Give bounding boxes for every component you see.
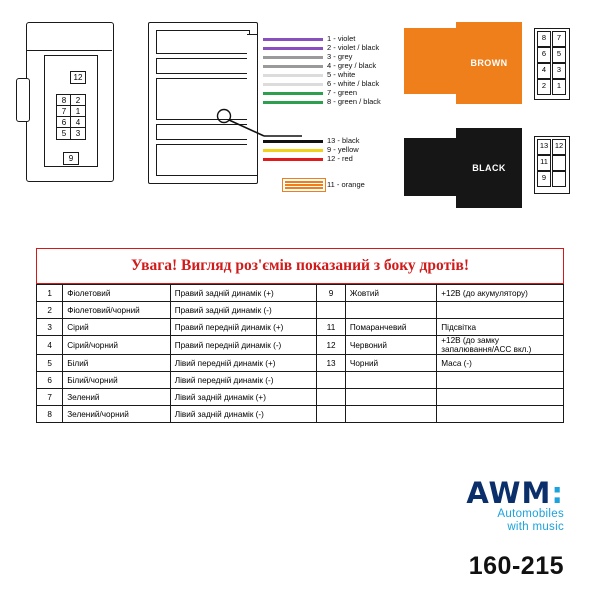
wire-13-black <box>263 140 323 143</box>
wire-2-violet-black <box>263 47 323 50</box>
pin-8: 8 <box>56 94 72 107</box>
cell-color2: Червоний <box>345 336 436 355</box>
wire-label-5: 5 - white <box>327 70 356 79</box>
table-row <box>37 336 564 355</box>
wire-label-9: 9 - yellow <box>327 145 359 154</box>
brown-cell-4: 4 <box>537 63 551 79</box>
brown-connector-block: BROWN <box>456 22 522 104</box>
orange-connector-shell <box>282 178 326 192</box>
tagline-line-2: with music <box>507 521 564 533</box>
cell-num2 <box>317 389 346 406</box>
cell-color2 <box>345 389 436 406</box>
pin-1: 1 <box>70 105 86 118</box>
left-connector-latch <box>16 78 30 122</box>
brand-logo <box>466 478 564 534</box>
wire-8-green-black <box>263 101 323 104</box>
cell-function: Правий передній динамік (+) <box>170 319 316 336</box>
cell-num: 2 <box>37 302 63 319</box>
cell-function: Лівий передній динамік (+) <box>170 355 316 372</box>
table-row <box>37 406 564 423</box>
cell-num: 7 <box>37 389 63 406</box>
middle-connector-edge <box>247 34 258 176</box>
wire-1-violet <box>263 38 323 41</box>
wire-9-yellow <box>263 149 323 152</box>
cell-function2 <box>437 372 564 389</box>
wiring-diagram <box>0 0 600 230</box>
cell-num2: 11 <box>317 319 346 336</box>
black-cell-12: 12 <box>552 139 566 155</box>
cell-num: 3 <box>37 319 63 336</box>
ground-ring-terminal-icon <box>216 108 306 144</box>
table-row <box>37 355 564 372</box>
cell-color2: Жовтий <box>345 285 436 302</box>
cell-num2 <box>317 302 346 319</box>
table-row <box>37 372 564 389</box>
product-code: 160-215 <box>468 552 564 580</box>
pinout-table <box>36 284 564 423</box>
cell-color: Зелений <box>63 389 170 406</box>
pin-2: 2 <box>70 94 86 107</box>
cell-num2: 12 <box>317 336 346 355</box>
cell-function2 <box>437 302 564 319</box>
pin-7: 7 <box>56 105 72 118</box>
wire-label-8: 8 - green / black <box>327 97 381 106</box>
warning-banner <box>36 248 564 284</box>
cell-color: Сірий/чорний <box>63 336 170 355</box>
wire-label-13: 13 - black <box>327 136 360 145</box>
cell-function: Лівий задній динамік (-) <box>170 406 316 423</box>
black-connector-block: BLACK <box>456 128 522 208</box>
wire-label-12: 12 - red <box>327 154 353 163</box>
black-cell-9: 9 <box>537 171 551 187</box>
brown-connector-tab <box>404 28 456 94</box>
cell-function: Лівий передній динамік (-) <box>170 372 316 389</box>
wire-label-6: 6 - white / black <box>327 79 380 88</box>
cell-function: Лівий задній динамік (+) <box>170 389 316 406</box>
pin-4: 4 <box>70 116 86 129</box>
wire-6-white-black <box>263 83 323 86</box>
pin-9: 9 <box>63 152 79 165</box>
logo-wordmark <box>466 478 564 508</box>
cell-color2 <box>345 372 436 389</box>
logo-colon: : <box>551 476 564 510</box>
cell-color: Білий <box>63 355 170 372</box>
cell-function2 <box>437 389 564 406</box>
cell-function: Правий передній динамік (-) <box>170 336 316 355</box>
wire-label-1: 1 - violet <box>327 34 356 43</box>
wire-7-green <box>263 92 323 95</box>
cell-color2: Помаранчевий <box>345 319 436 336</box>
table-row <box>37 302 564 319</box>
cell-num2: 13 <box>317 355 346 372</box>
wire-5-white <box>263 74 323 77</box>
brown-cell-8: 8 <box>537 31 551 47</box>
cell-function2: Маса (-) <box>437 355 564 372</box>
cell-function2: +12В (до замку запалювання/ACC вкл.) <box>437 336 564 355</box>
cell-function: Правий задній динамік (-) <box>170 302 316 319</box>
wire-3-grey <box>263 56 323 59</box>
left-connector-tab <box>26 34 112 51</box>
cell-color: Фіолетовий/чорний <box>63 302 170 319</box>
pin-12: 12 <box>70 71 86 84</box>
black-cell-13: 13 <box>537 139 551 155</box>
cell-num: 1 <box>37 285 63 302</box>
wire-label-3: 3 - grey <box>327 52 353 61</box>
brown-cell-5: 5 <box>552 47 566 63</box>
brown-cell-3: 3 <box>552 63 566 79</box>
middle-connector-slot-bottom <box>156 144 250 176</box>
middle-connector-slot-2 <box>156 58 250 74</box>
brown-cell-1: 1 <box>552 79 566 95</box>
cell-num2 <box>317 372 346 389</box>
cell-num: 4 <box>37 336 63 355</box>
black-cell-empty <box>552 171 566 187</box>
cell-function2: Підсвітка <box>437 319 564 336</box>
pin-6: 6 <box>56 116 72 129</box>
black-cell-11: 11 <box>537 155 551 171</box>
table-row <box>37 319 564 336</box>
wire-label-11: 11 - orange <box>327 180 365 189</box>
cell-num2: 9 <box>317 285 346 302</box>
table-row <box>37 285 564 302</box>
cell-color: Білий/чорний <box>63 372 170 389</box>
cell-color: Сірий <box>63 319 170 336</box>
middle-connector-slot-top <box>156 30 250 54</box>
cell-num: 6 <box>37 372 63 389</box>
black-connector-tab <box>404 138 456 196</box>
black-cell-10 <box>552 155 566 171</box>
table-row <box>37 389 564 406</box>
wire-label-2: 2 - violet / black <box>327 43 380 52</box>
cell-color2: Чорний <box>345 355 436 372</box>
wire-4-grey-black <box>263 65 323 68</box>
cell-color2 <box>345 406 436 423</box>
pin-5: 5 <box>56 127 72 140</box>
cell-num: 8 <box>37 406 63 423</box>
cell-function: Правий задній динамік (+) <box>170 285 316 302</box>
brown-cell-2: 2 <box>537 79 551 95</box>
cell-color: Фіолетовий <box>63 285 170 302</box>
cell-num: 5 <box>37 355 63 372</box>
cell-num2 <box>317 406 346 423</box>
pin-3: 3 <box>70 127 86 140</box>
cell-function2 <box>437 406 564 423</box>
cell-color2 <box>345 302 436 319</box>
brown-cell-6: 6 <box>537 47 551 63</box>
wire-12-red <box>263 158 323 161</box>
cell-function2: +12В (до акумулятору) <box>437 285 564 302</box>
warning-text: Увага! Вигляд роз'ємів показаний з боку дротів! <box>130 257 470 274</box>
brown-cell-7: 7 <box>552 31 566 47</box>
tagline-line-1: Automobiles <box>497 508 564 520</box>
wire-label-4: 4 - grey / black <box>327 61 377 70</box>
logo-text: AWM <box>466 476 552 510</box>
cell-color: Зелений/чорний <box>63 406 170 423</box>
wire-label-7: 7 - green <box>327 88 358 97</box>
